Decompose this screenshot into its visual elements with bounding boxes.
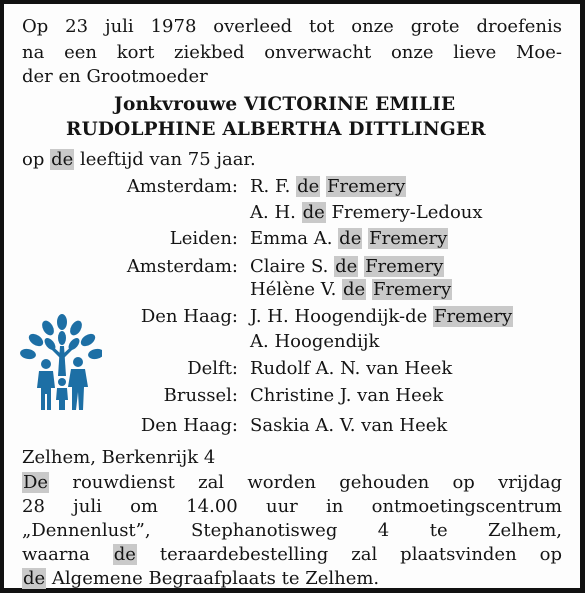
family-member-part: A. H. <box>250 202 302 223</box>
family-member-part: J. H. Hoogendijk-de <box>250 306 433 327</box>
family-member <box>250 202 483 223</box>
age-de: de <box>51 149 74 170</box>
family-member-part: de <box>302 202 325 223</box>
family-member-part: de <box>297 176 320 197</box>
family-member-part: de <box>343 279 366 300</box>
intro-line-2: na een kort ziekbed onverwacht onze lieve Moe- <box>22 42 562 63</box>
family-member-part: Fremery-Ledoux <box>325 202 483 223</box>
family-member <box>250 358 452 379</box>
family-member-part: R. F. <box>250 176 297 197</box>
family-member <box>250 176 406 197</box>
family-member <box>250 228 448 249</box>
family-member-part: Fremery <box>369 228 448 249</box>
family-member-part: A. Hoogendijk <box>250 331 380 352</box>
deceased-name-line-1: Jonkvrouwe VICTORINE EMILIE <box>114 94 456 115</box>
family-member-part: Fremery <box>327 176 406 197</box>
family-member-part: Fremery <box>365 256 444 277</box>
service-de-4: de <box>113 544 136 565</box>
family-member-part: Fremery <box>372 279 452 300</box>
age-pre: op <box>22 149 51 170</box>
family-member <box>250 415 447 436</box>
service-line-5-post: Algemene Begraafplaats te Zelhem. <box>46 568 380 589</box>
family-member-part: de <box>339 228 362 249</box>
family-member-part: de <box>335 256 358 277</box>
service-line-4-pre: waarna <box>22 544 113 565</box>
family-place: Den Haag: <box>140 306 238 327</box>
service-line-1 <box>22 472 562 493</box>
service-de-1: De <box>23 472 49 493</box>
family-member <box>250 279 452 300</box>
family-place: Brussel: <box>163 385 238 406</box>
service-line-5 <box>22 568 379 589</box>
family-member <box>250 331 379 352</box>
intro-line-1: Op 23 juli 1978 overleed tot onze grote droefenis <box>22 16 562 37</box>
service-line-2: 28 juli om 14.00 uur in ontmoetingscentrum <box>22 496 562 517</box>
family-place: Leiden: <box>169 228 238 249</box>
family-member-part: Fremery <box>433 306 513 327</box>
family-member-part: Claire S. <box>250 256 335 277</box>
deceased-name-line-2: RUDOLPHINE ALBERTHA DITTLINGER <box>66 119 486 140</box>
family-place: Den Haag: <box>140 415 238 436</box>
family-member-part: Hélène V. <box>250 279 343 300</box>
intro-line-3: der en Grootmoeder <box>22 66 208 87</box>
family-member <box>250 306 513 327</box>
age-line <box>22 149 256 170</box>
family-place: Amsterdam: <box>126 176 238 197</box>
age-post: leeftijd van 75 jaar. <box>74 149 256 170</box>
service-line-4-post: teraardebestelling zal plaatsvinden op <box>136 544 562 565</box>
family-member-part: Saskia A. V. van Heek <box>250 415 448 436</box>
family-member <box>250 256 444 277</box>
family-member-part: Christine J. van Heek <box>250 385 444 406</box>
service-de-5: de <box>23 568 46 589</box>
service-line-4 <box>22 544 562 565</box>
family-member-part: Rudolf A. N. van Heek <box>250 358 453 379</box>
family-place: Amsterdam: <box>126 256 238 277</box>
service-line-1-rest: rouwdienst zal worden gehouden op vrijdag <box>49 472 562 493</box>
family-member <box>250 385 443 406</box>
address-line: Zelhem, Berkenrijk 4 <box>22 447 216 468</box>
family-tree-icon <box>20 314 102 414</box>
family-place: Delft: <box>187 358 238 379</box>
service-line-3: „Dennenlust”, Stephanotisweg 4 te Zelhem, <box>22 520 562 541</box>
family-member-part: Emma A. <box>250 228 339 249</box>
